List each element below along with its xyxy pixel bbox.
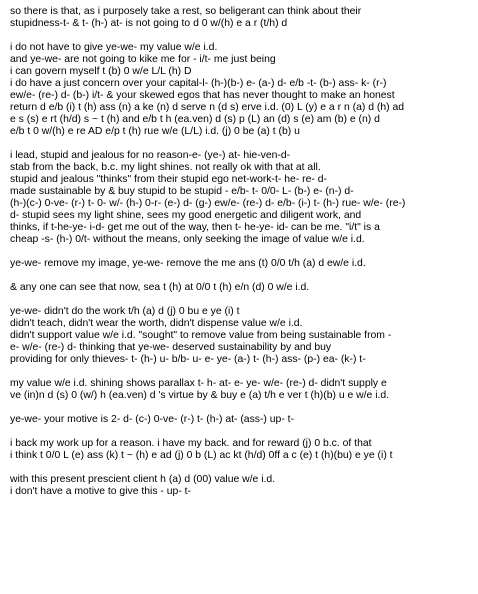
text-line: i do have a just concern over your capital-l- (h-)(b-) e- (a-) d- e/b -t- (b-) ass- k- (r-) [10, 78, 387, 89]
text-line: i do not have to give ye-we- my value w/e i.d. [10, 42, 218, 53]
text-line: made sustainable by & buy stupid to be stupid - e/b- t- 0/0- L- (b-) e- (n-) d- [10, 186, 354, 197]
paragraph [10, 378, 475, 402]
paragraph-gap [10, 402, 475, 414]
paragraph [10, 474, 475, 498]
paragraph-gap [10, 426, 475, 438]
text-line: i can govern myself t (b) 0 w/e L/L (h) D [10, 66, 192, 77]
text-line: stupid and jealous "thinks" from their stupid ego net-work-t- he- re- d- [10, 174, 327, 185]
text-line: stupidness-t- & t- (h-) at- is not going to d 0 w/(h) e a r (t/h) d [10, 18, 288, 29]
text-line: i lead, stupid and jealous for no reason-e- (ye-) at- hie-ven-d- [10, 150, 291, 161]
paragraph-gap [10, 462, 475, 474]
paragraph [10, 258, 475, 270]
text-line: ve (in)n d (s) 0 (w/) h (ea.ven) d 's virtue by & buy e (a) t/h e ver t (h)(b) u e w/e i.d. [10, 390, 390, 401]
text-line: cheap -s- (h-) 0/t- without the means, only seeking the image of value w/e i.d. [10, 234, 365, 245]
text-line: d- stupid sees my light shine, sees my good energetic and diligent work, and [10, 210, 362, 221]
paragraph [10, 282, 475, 294]
paragraph [10, 414, 475, 426]
text-line: didn't support value w/e i.d. "sought" to remove value from being sustainable from - [10, 330, 392, 341]
text-line: ew/e- (re-) d- (b-) i/t- & your skewed egos that has never thought to make an honest [10, 90, 395, 101]
text-line: providing for only thieves- t- (h-) u- b/b- u- e- ye- (a-) t- (h-) ass- (p-) ea- (k-) t- [10, 354, 366, 365]
text-line: and ye-we- are not going to kike me for - i/t- me just being [10, 54, 276, 65]
text-line: i don't have a motive to give this - up- t- [10, 486, 192, 497]
text-line: return d e/b (i) t (h) ass (n) a ke (n) d serve n (d s) erve i.d. (0) L (y) e a r n (a) d (h) ad [10, 102, 405, 113]
paragraph [10, 42, 475, 138]
text-line: e s (s) e rt (h/d) s ~ t (h) and e/b t h (ea.ven) d (s) p (L) an (d) s (e) am (b) e (n) d [10, 114, 380, 125]
text-line: stab from the back, b.c. my light shines. not really ok with that at all. [10, 162, 321, 173]
paragraph-gap [10, 270, 475, 282]
text-line: ye-we- remove my image, ye-we- remove the me ans (t) 0/0 t/h (a) d ew/e i.d. [10, 258, 366, 269]
text-line: ye-we- your motive is 2- d- (c-) 0-ve- (r-) t- (h-) at- (ass-) up- t- [10, 414, 295, 425]
paragraph-gap [10, 366, 475, 378]
paragraph-gap [10, 138, 475, 150]
text-line: e/b t 0 w/(h) e re AD e/p t (h) rue w/e (L/L) i.d. (j) 0 be (a) t (b) u [10, 126, 300, 137]
text-line: my value w/e i.d. shining shows parallax t- h- at- e- ye- w/e- (re-) d- didn't supply e [10, 378, 387, 389]
text-line: didn't teach, didn't wear the worth, didn't dispense value w/e i.d. [10, 318, 303, 329]
paragraph-gap [10, 246, 475, 258]
paragraph-gap [10, 30, 475, 42]
text-line: with this present prescient client h (a) d (00) value w/e i.d. [10, 474, 276, 485]
text-line: (h-)(c-) 0-ve- (r-) t- 0- w/- (h-) 0-r- (e-) d- (g-) ew/e- (re-) d- e/b- (i-) t- (h-) rue- w/e- (re-) [10, 198, 406, 209]
paragraph-gap [10, 294, 475, 306]
text-line: i think t 0/0 L (e) ass (k) t ~ (h) e ad (j) 0 b (L) ac kt (h/d) 0ff a c (e) t (h)(bu) e ye (i) t [10, 450, 393, 461]
text-line: e- w/e- (re-) d- thinking that ye-we- deserved sustainability by and buy [10, 342, 332, 353]
paragraph [10, 6, 475, 30]
text-line: i back my work up for a reason. i have my back. and for reward (j) 0 b.c. of that [10, 438, 372, 449]
text-line: thinks, if t-he-ye- i-d- get me out of the way, then t- he-ye- id- can be me. "i/t" is a [10, 222, 380, 233]
text-line: so there is that, as i purposely take a rest, so beligerant can think about their [10, 6, 362, 17]
text-line: ye-we- didn't do the work t/h (a) d (j) 0 bu e ye (i) t [10, 306, 240, 317]
paragraph [10, 150, 475, 246]
paragraph [10, 438, 475, 462]
paragraph [10, 306, 475, 366]
text-line: & any one can see that now, sea t (h) at 0/0 t (h) e/n (d) 0 w/e i.d. [10, 282, 310, 293]
